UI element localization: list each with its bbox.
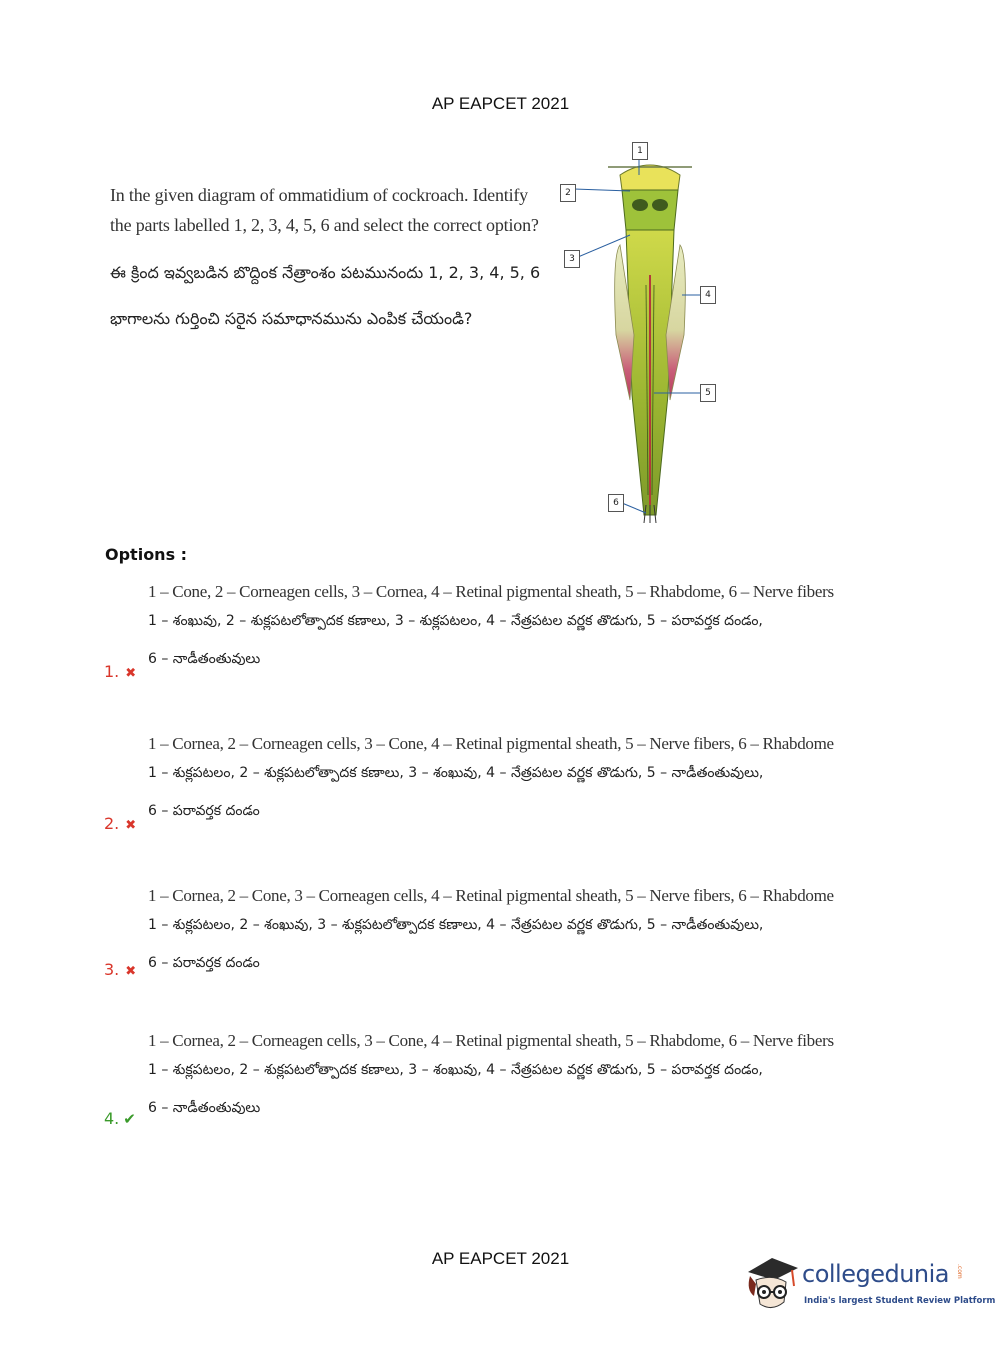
- diagram-label-1: 1: [632, 142, 648, 160]
- option-2-number: 2.: [104, 814, 120, 833]
- options-heading: Options :: [105, 545, 188, 564]
- logo-name: collegedunia: [802, 1260, 950, 1288]
- option-1-number: 1.: [104, 662, 120, 681]
- diagram-label-3: 3: [564, 250, 580, 268]
- collegedunia-logo[interactable]: [742, 1250, 996, 1320]
- option-1-english: 1 – Cone, 2 – Corneagen cells, 3 – Cornea, 4 – Retinal pigmental sheath, 5 – Rhabdome, 6 – Nerve fibers: [148, 582, 834, 601]
- mascot-icon: [742, 1250, 802, 1316]
- ommatidium-illustration: [550, 135, 750, 525]
- option-3-text: [148, 882, 834, 978]
- option-3-telugu-cont: 6 – పరావర్తక దండం: [148, 955, 260, 971]
- option-4-english: 1 – Cornea, 2 – Corneagen cells, 3 – Cone, 4 – Retinal pigmental sheath, 5 – Rhabdome, 6 – Nerve fibers: [148, 1031, 834, 1050]
- option-2-telugu: 1 – శుక్లపటలం, 2 – శుక్లపటలోత్పాదక కణాలు, 3 – శంఖువు, 4 – నేత్రపటల వర్ణక తొడుగు, 5 – నాడీతంతువులు,: [148, 765, 764, 781]
- diagram-label-6: 6: [608, 494, 624, 512]
- option-4-telugu-cont: 6 – నాడీతంతువులు: [148, 1100, 261, 1116]
- option-2-text: [148, 730, 834, 826]
- question-english: In the given diagram of ommatidium of cockroach. Identify the parts labelled 1, 2, 3, 4, 5, 6 and select the correct option?: [110, 185, 539, 235]
- question-telugu-line1: ఈ క్రింద ఇవ్వబడిన బొద్దింక నేత్రాంశం పటమునందు 1, 2, 3, 4, 5, 6: [110, 263, 541, 282]
- cross-icon: ✖: [125, 818, 137, 833]
- question-telugu-line2: భాగాలను గుర్తించి సరైన సమాధానమును ఎంపిక చేయండి?: [110, 309, 473, 328]
- option-3-telugu: 1 – శుక్లపటలం, 2 – శంఖువు, 3 – శుక్లపటలోత్పాదక కణాలు, 4 – నేత్రపటల వర్ణక తొడుగు, 5 – నాడీతంతువులు,: [148, 917, 764, 933]
- cross-icon: ✖: [125, 666, 137, 681]
- option-4-text: [148, 1027, 834, 1123]
- page-header: AP EAPCET 2021: [431, 94, 570, 113]
- option-2-english: 1 – Cornea, 2 – Corneagen cells, 3 – Cone, 4 – Retinal pigmental sheath, 5 – Nerve fibers, 6 – Rhabdome: [148, 734, 834, 753]
- option-4-marker: [104, 1109, 136, 1128]
- checkmark-icon: ✔: [123, 1110, 136, 1128]
- option-2-marker: [104, 814, 136, 833]
- diagram-label-2: 2: [560, 184, 576, 202]
- logo-tagline: India's largest Student Review Platform: [804, 1296, 996, 1306]
- cross-icon: ✖: [125, 964, 137, 979]
- option-1-telugu: 1 – శంఖువు, 2 – శుక్లపటలోత్పాదక కణాలు, 3 – శుక్లపటలం, 4 – నేత్రపటల వర్ణక తొడుగు, 5 – పరావర్తక దండం,: [148, 613, 763, 629]
- option-2-telugu-cont: 6 – పరావర్తక దండం: [148, 803, 260, 819]
- diagram-label-4: 4: [700, 286, 716, 304]
- diagram-label-5: 5: [700, 384, 716, 402]
- ommatidium-diagram: [550, 135, 750, 525]
- question-block: [110, 180, 550, 342]
- option-3-number: 3.: [104, 960, 120, 979]
- option-3-marker: [104, 960, 136, 979]
- option-1-marker: [104, 662, 136, 681]
- option-1-text: [148, 578, 834, 674]
- logo-suffix: .com: [956, 1264, 963, 1279]
- option-4-telugu: 1 – శుక్లపటలం, 2 – శుక్లపటలోత్పాదక కణాలు, 3 – శంఖువు, 4 – నేత్రపటల వర్ణక తొడుగు, 5 – పరావర్తక దండం,: [148, 1062, 763, 1078]
- option-1-telugu-cont: 6 – నాడీతంతువులు: [148, 651, 261, 667]
- option-4-number: 4.: [104, 1109, 120, 1128]
- option-3-english: 1 – Cornea, 2 – Cone, 3 – Corneagen cells, 4 – Retinal pigmental sheath, 5 – Nerve fibers, 6 – Rhabdome: [148, 886, 834, 905]
- page-footer: AP EAPCET 2021: [431, 1249, 570, 1268]
